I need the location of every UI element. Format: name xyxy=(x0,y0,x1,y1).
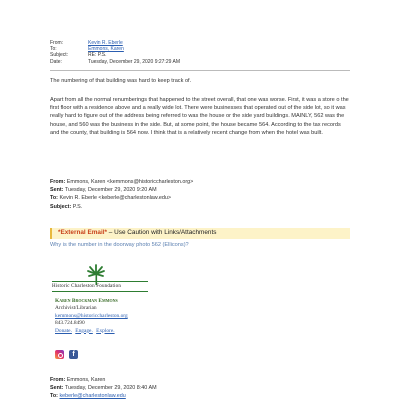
engage-link[interactable]: Engage. xyxy=(75,327,93,334)
org-name: Historic Charleston Foundation xyxy=(52,284,122,289)
signature-email[interactable]: kemmons@historiccharleston.org xyxy=(55,312,128,319)
fwd1-to-value: Kevin R. Eberle <keberle@charlestonlaw.edu> xyxy=(59,195,172,202)
fwd1-subject-label: Subject: xyxy=(50,203,72,210)
fwd1-from-value: Emmons, Karen <kemmons@historiccharleston.org> xyxy=(66,179,194,185)
instagram-icon[interactable] xyxy=(55,350,64,359)
fwd2-sent-value: Tuesday, December 29, 2020 8:40 AM xyxy=(64,385,157,392)
palmetto-logo-icon xyxy=(52,264,146,294)
fwd2-to-label: To: xyxy=(50,393,58,400)
from-label: From: xyxy=(50,40,64,46)
logo-rule-top xyxy=(52,281,148,282)
body-paragraph-2: Apart from all the normal renumberings that happened to the street overall, that one was worse. First, it was a store o the first floor with a residence above and a really wide lot. There were businesses that operated out of the side lot, so it was really hard to figure out of the address being referred to was the house or the side yard buildings. MAINLY, 562 was the house, and 560 was the business in the side. But, at some point, the house became 564. According to the tax records and the county, that building is 564 now. I think that is a relatively recent change from when the hotel was built. xyxy=(50,97,349,136)
email-header xyxy=(50,40,180,65)
subject-label: Subject: xyxy=(50,52,69,59)
forwarded-header-1 xyxy=(50,178,193,211)
subject-value: RE: P.S. xyxy=(88,52,107,59)
facebook-icon[interactable]: f xyxy=(69,350,78,359)
external-tag: *External Email* xyxy=(58,229,108,236)
signature-phone: 843.724.8490 xyxy=(55,320,85,327)
signature-name: Karen Brockman Emmons xyxy=(55,298,118,304)
from-value[interactable]: Kevin R. Eberle xyxy=(88,40,123,46)
fwd1-subject-value: P.S. xyxy=(72,203,83,210)
fwd2-from-value: Emmons, Karen xyxy=(66,377,106,383)
fwd1-sent-value: Tuesday, December 29, 2020 9:20 AM xyxy=(64,187,157,194)
logo-rule-bottom xyxy=(52,291,148,292)
signature-links xyxy=(55,328,128,335)
fwd1-to-label: To: xyxy=(50,195,58,202)
donate-link[interactable]: Donate. xyxy=(55,327,72,334)
fwd1-sent-label: Sent: xyxy=(50,187,64,194)
forwarded-header-2 xyxy=(50,376,157,401)
explore-link[interactable]: Explore. xyxy=(96,327,115,334)
to-value[interactable]: Emmons, Karen xyxy=(88,46,124,53)
fwd2-to-value[interactable]: keberle@charlestonlaw.edu xyxy=(59,393,126,400)
fwd2-from-label: From: xyxy=(50,377,66,383)
to-label: To: xyxy=(50,46,57,53)
signature-title: Archivist/Librarian xyxy=(55,305,97,312)
fwd2-sent-label: Sent: xyxy=(50,385,64,392)
date-value: Tuesday, December 29, 2020 9:27:29 AM xyxy=(88,58,180,65)
date-label: Date: xyxy=(50,58,62,65)
signature-block xyxy=(55,298,128,335)
external-warning-text xyxy=(58,229,216,236)
social-icons xyxy=(55,350,78,359)
fwd1-from-label: From: xyxy=(50,179,66,185)
body-paragraph-1: The numbering of that building was hard to keep track of. xyxy=(50,78,192,84)
external-caution: – Use Caution with Links/Attachments xyxy=(107,229,217,236)
question-text: Why is the number in the doorway photo 562 (Ellicons)? xyxy=(50,242,189,248)
header-divider xyxy=(50,70,350,71)
